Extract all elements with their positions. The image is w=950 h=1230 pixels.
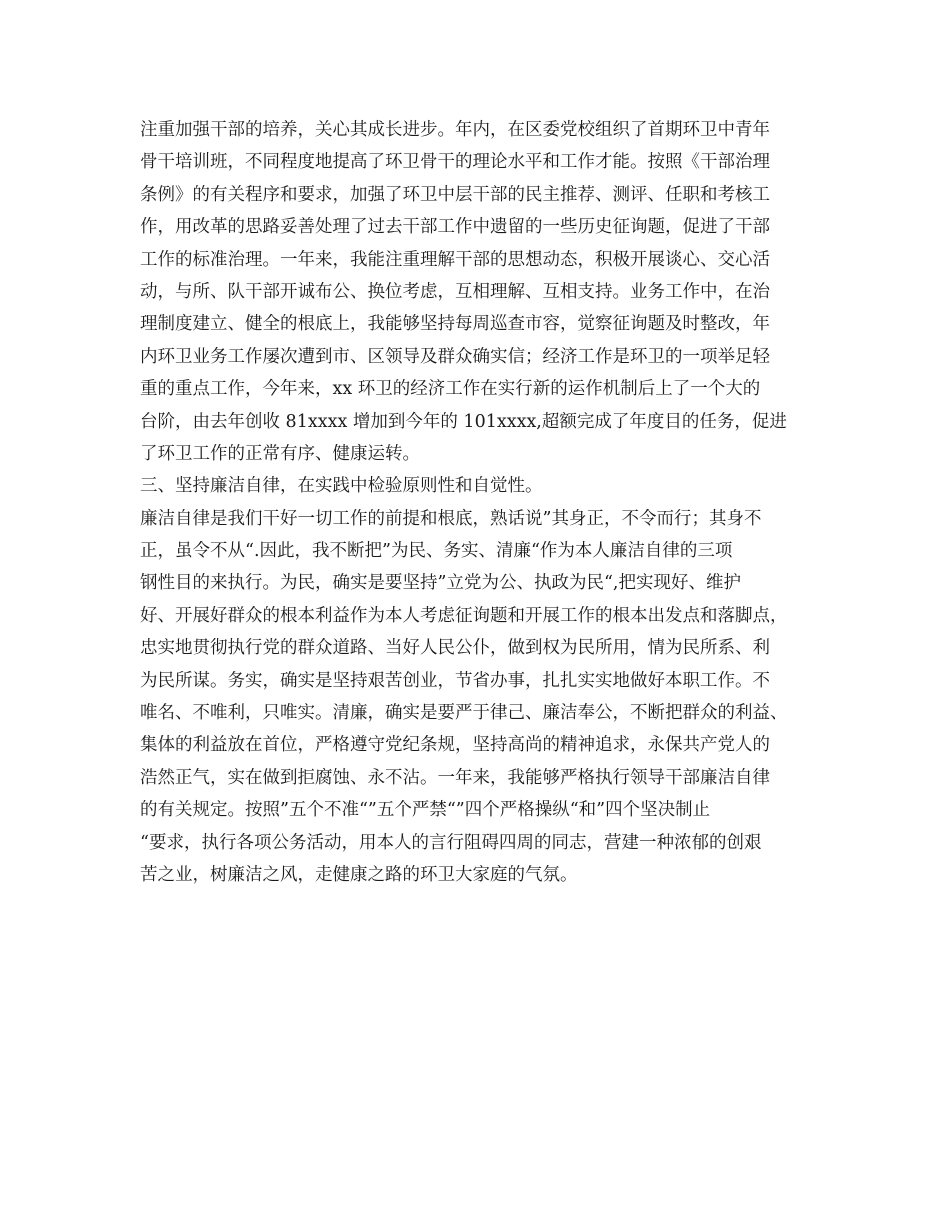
text-line-2: 骨干培训班，不同程度地提高了环卫骨干的理论水平和工作才能。按照《干部治理: [140, 152, 770, 173]
text-line-22: 的有关规定。按照”五个不准“”五个严禁“”四个严格操纵“和”四个坚决制止: [140, 800, 711, 821]
text-line-23: “要求，执行各项公务活动，用本人的言行阻碍四周的同志，营建一种浓郁的创艰: [140, 832, 762, 853]
text-line-18: 为民所谋。务实，确实是坚持艰苦创业，节省办事，扎扎实实地做好本职工作。不: [140, 670, 770, 691]
text-line-4: 作，用改革的思路妥善处理了过去干部工作中遗留的一些历史征询题，促进了干部: [140, 217, 770, 238]
text-line-6: 动，与所、队干部开诚布公、换位考虑，互相理解、互相支持。业务工作中，在治: [140, 281, 770, 302]
text-line-15: 钢性目的来执行。为民，确实是要坚持”立党为公、执政为民“,把实现好、维护: [140, 573, 741, 594]
text-line-11: 了环卫工作的正常有序、健康运转。: [140, 443, 420, 464]
text-line-1: 注重加强干部的培养，关心其成长进步。年内，在区委党校组织了首期环卫中青年: [140, 120, 770, 140]
text-line-3: 条例》的有关程序和要求，加强了环卫中层干部的民主推荐、测评、任职和考核工: [140, 184, 770, 205]
text-line-8: 内环卫业务工作屡次遭到市、区领导及群众确实信；经济工作是环卫的一项举足轻: [140, 346, 770, 367]
text-line-7: 理制度建立、健全的根底上，我能够坚持每周巡查市容，觉察征询题及时整改，年: [140, 314, 770, 335]
text-line-16: 好、开展好群众的根本利益作为本人考虑征询题和开展工作的根本出发点和落脚点，: [140, 605, 788, 626]
text-line-5: 工作的标准治理。一年来，我能注重理解干部的思想动态，积极开展谈心、交心活: [140, 249, 770, 270]
section-heading: 三、坚持廉洁自律，在实践中检验原则性和自觉性。: [140, 476, 543, 497]
text-line-19: 唯名、不唯利，只唯实。清廉，确实是要严于律己、廉洁奉公，不断把群众的利益、: [140, 703, 788, 724]
text-line-9: 重的重点工作，今年来，xx 环卫的经济工作在实行新的运作机制后上了一个大的: [140, 379, 761, 400]
text-line-10: 台阶，由去年创收 81xxxx 增加到今年的 101xxxx,超额完成了年度目的任务，促进: [140, 411, 787, 432]
text-line-20: 集体的利益放在首位，严格遵守党纪条规，坚持高尚的精神追求，永保共产党人的: [140, 735, 770, 756]
text-line-13: 廉洁自律是我们干好一切工作的前提和根底，熟话说”其身正，不令而行；其身不: [140, 508, 762, 529]
text-line-17: 忠实地贯彻执行党的群众道路、当好人民公仆，做到权为民所用，情为民所系、利: [140, 638, 770, 659]
text-line-14: 正，虽令不从“.因此，我不断把”为民、务实、清廉“作为本人廉洁自律的三项: [140, 541, 733, 562]
text-line-24: 苦之业，树廉洁之风，走健康之路的环卫大家庭的气氛。: [140, 864, 578, 885]
document-body: [140, 114, 820, 891]
text-line-21: 浩然正气，实在做到拒腐蚀、永不沾。一年来，我能够严格执行领导干部廉洁自律: [140, 767, 770, 788]
